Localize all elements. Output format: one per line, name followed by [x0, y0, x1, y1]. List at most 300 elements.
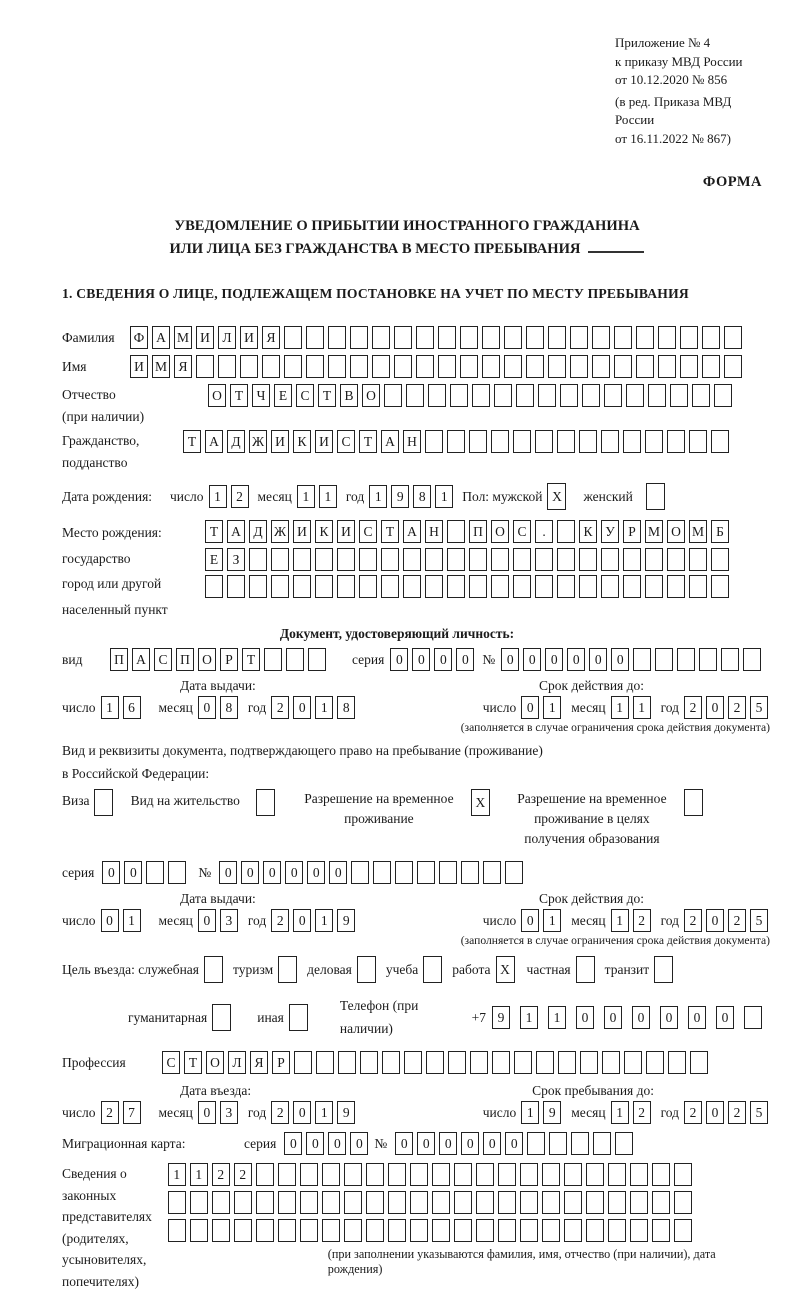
char-cell [615, 1132, 633, 1155]
study-label: учеба [385, 962, 419, 977]
char-cell [300, 1219, 318, 1242]
char-cell: Л [218, 326, 236, 349]
char-cell: 0 [306, 1132, 324, 1155]
char-cell [564, 1219, 582, 1242]
char-cell [410, 1219, 428, 1242]
char-cell [586, 1163, 604, 1186]
char-cell: 0 [439, 1132, 457, 1155]
city-label: город или другой [62, 576, 162, 591]
char-cell: 9 [337, 1101, 355, 1124]
char-cell: 3 [220, 909, 238, 932]
char-cell [218, 355, 236, 378]
char-cell: М [645, 520, 663, 543]
char-cell: 0 [611, 648, 629, 671]
checkbox-cell [256, 789, 275, 816]
char-cell: 1 [319, 485, 337, 508]
char-cell: 5 [750, 696, 768, 719]
char-cell: 0 [521, 909, 539, 932]
char-cell: 8 [413, 485, 431, 508]
checkbox-cell [357, 956, 376, 983]
char-cell: 1 [521, 1101, 539, 1124]
surname-cells [130, 326, 746, 349]
char-cell: О [362, 384, 380, 407]
char-cell [601, 430, 619, 453]
permit-dates-row [62, 909, 772, 932]
char-cell: И [293, 520, 311, 543]
char-cell [711, 575, 729, 598]
stay-until-label: Срок пребывания до: [532, 1083, 654, 1098]
doc-kind-row [62, 648, 772, 671]
entry-month [198, 1101, 242, 1124]
visa-label: Виза [62, 793, 90, 808]
entry-day [101, 1101, 145, 1124]
permit-expiry-month [611, 909, 655, 932]
char-cell: 1 [315, 1101, 333, 1124]
char-cell [570, 326, 588, 349]
char-cell [278, 1219, 296, 1242]
char-cell [460, 326, 478, 349]
char-cell [721, 648, 739, 671]
char-cell: 1 [190, 1163, 208, 1186]
visa-checkbox [94, 789, 117, 816]
char-cell [403, 575, 421, 598]
profession-cells [162, 1051, 712, 1074]
char-cell [586, 1219, 604, 1242]
char-cell [344, 1163, 362, 1186]
char-cell: П [110, 648, 128, 671]
char-cell: Р [272, 1051, 290, 1074]
char-cell [328, 355, 346, 378]
char-cell [548, 326, 566, 349]
legal-reps-cells [168, 1163, 772, 1292]
char-cell [652, 1219, 670, 1242]
char-cell [212, 1191, 230, 1214]
char-cell: 0 [412, 648, 430, 671]
char-cell [670, 384, 688, 407]
checkbox-cell [289, 1004, 308, 1031]
char-cell [623, 430, 641, 453]
title-line2: ИЛИ ЛИЦА БЕЗ ГРАЖДАНСТВА В МЕСТО ПРЕБЫВАНИЯ [42, 237, 772, 260]
char-cell: 0 [483, 1132, 501, 1155]
char-cell [306, 326, 324, 349]
char-cell: 0 [293, 696, 311, 719]
char-cell [658, 326, 676, 349]
char-cell [520, 1191, 538, 1214]
char-cell: Е [274, 384, 292, 407]
char-cell [256, 1163, 274, 1186]
char-cell: 0 [576, 1006, 594, 1029]
char-cell [557, 520, 575, 543]
char-cell [190, 1219, 208, 1242]
char-cell [454, 1219, 472, 1242]
form-label: ФОРМА [702, 174, 762, 190]
char-cell: 9 [391, 485, 409, 508]
char-cell [284, 355, 302, 378]
char-cell [447, 430, 465, 453]
char-cell [454, 1163, 472, 1186]
purpose-row2 [128, 994, 772, 1040]
study-checkbox [423, 956, 452, 983]
reps-row2 [168, 1191, 772, 1214]
char-cell [425, 575, 443, 598]
char-cell: Я [250, 1051, 268, 1074]
char-cell: Т [183, 430, 201, 453]
char-cell: 0 [604, 1006, 622, 1029]
char-cell [592, 355, 610, 378]
char-cell [492, 1051, 510, 1074]
char-cell: А [227, 520, 245, 543]
char-cell: 5 [750, 909, 768, 932]
char-cell [491, 430, 509, 453]
char-cell [520, 1219, 538, 1242]
char-cell [526, 355, 544, 378]
char-cell [557, 430, 575, 453]
char-cell: 1 [548, 1006, 566, 1029]
doc-series-cells [390, 648, 478, 671]
char-cell: О [667, 520, 685, 543]
char-cell [278, 1163, 296, 1186]
char-cell: 0 [589, 648, 607, 671]
char-cell [359, 575, 377, 598]
char-cell [655, 648, 673, 671]
char-cell [714, 384, 732, 407]
checkbox-cell [684, 789, 703, 816]
char-cell [505, 861, 523, 884]
char-cell [205, 575, 223, 598]
char-cell [482, 326, 500, 349]
char-cell [623, 575, 641, 598]
char-cell [337, 548, 355, 571]
appendix-header [615, 34, 772, 148]
char-cell [482, 355, 500, 378]
char-cell: Т [359, 430, 377, 453]
char-cell: 0 [285, 861, 303, 884]
char-cell: 2 [234, 1163, 252, 1186]
char-cell [403, 548, 421, 571]
char-cell: 1 [369, 485, 387, 508]
doc-issue-month [198, 696, 242, 719]
char-cell [498, 1191, 516, 1214]
char-cell: Д [227, 430, 245, 453]
permit-series-row [62, 861, 772, 884]
char-cell [542, 1163, 560, 1186]
char-cell: Т [230, 384, 248, 407]
char-cell: 0 [706, 1101, 724, 1124]
char-cell [337, 575, 355, 598]
char-cell [388, 1191, 406, 1214]
char-cell [256, 1219, 274, 1242]
permit-type-row [62, 789, 772, 849]
char-cell [633, 648, 651, 671]
permit-issue-group: число 0 1 месяц 0 3 год 2 0 1 9 [62, 909, 365, 932]
patronymic-label: Отчество (при наличии) [62, 384, 208, 428]
patronymic-cells [208, 384, 736, 407]
char-cell [535, 548, 553, 571]
char-cell [388, 1163, 406, 1186]
sex-male-checkbox [547, 483, 570, 510]
char-cell [448, 1051, 466, 1074]
series-label: серия [244, 1136, 277, 1151]
right-doc-line2: в Российской Федерации: [62, 766, 210, 781]
char-cell [527, 1132, 545, 1155]
char-cell: Т [381, 520, 399, 543]
birthplace-block [62, 520, 772, 622]
humanitarian-checkbox [212, 1004, 241, 1031]
checkbox-cell: X [496, 956, 515, 983]
identity-doc-heading: Документ, удостоверяющий личность: [279, 626, 515, 641]
char-cell: 0 [263, 861, 281, 884]
permit-dates-header [62, 891, 772, 907]
checkbox-cell [204, 956, 223, 983]
char-cell: 2 [684, 1101, 702, 1124]
tourism-checkbox [278, 956, 307, 983]
char-cell [557, 575, 575, 598]
private-checkbox [576, 956, 605, 983]
char-cell: С [162, 1051, 180, 1074]
char-cell [582, 384, 600, 407]
char-cell [520, 1163, 538, 1186]
char-cell: К [579, 520, 597, 543]
char-cell: 7 [123, 1101, 141, 1124]
char-cell: О [208, 384, 226, 407]
char-cell: 1 [168, 1163, 186, 1186]
char-cell: С [296, 384, 314, 407]
char-cell [692, 384, 710, 407]
char-cell: 1 [101, 696, 119, 719]
char-cell [351, 861, 369, 884]
char-cell [315, 575, 333, 598]
settlement-label: населенный пункт [62, 601, 168, 617]
char-cell [646, 1051, 664, 1074]
char-cell: 1 [520, 1006, 538, 1029]
month-label: месяц [257, 489, 292, 504]
char-cell: 8 [337, 696, 355, 719]
char-cell: 2 [101, 1101, 119, 1124]
char-cell [366, 1163, 384, 1186]
validity-note: (заполняется в случае ограничения срока действия документа) [460, 934, 770, 947]
mig-series-cells [284, 1132, 372, 1155]
char-cell: 2 [728, 696, 746, 719]
char-cell: М [689, 520, 707, 543]
char-cell [432, 1163, 450, 1186]
valid-until-label: Срок действия до: [539, 678, 644, 693]
char-cell [689, 575, 707, 598]
mig-number-cells [395, 1132, 637, 1155]
char-cell: 0 [293, 909, 311, 932]
char-cell [652, 1163, 670, 1186]
char-cell [680, 326, 698, 349]
char-cell: 0 [521, 696, 539, 719]
private-label: частная [526, 962, 571, 977]
char-cell [249, 575, 267, 598]
char-cell [308, 648, 326, 671]
char-cell [549, 1132, 567, 1155]
citizenship-label: Гражданство, подданство [62, 433, 140, 470]
char-cell [249, 548, 267, 571]
migration-card-label: Миграционная карта: [62, 1136, 186, 1151]
char-cell [630, 1191, 648, 1214]
char-cell [680, 355, 698, 378]
profession-label: Профессия [62, 1055, 126, 1070]
purpose-row1 [62, 956, 772, 983]
birth-date-label: Дата рождения: [62, 489, 153, 504]
char-cell: Ж [249, 430, 267, 453]
char-cell [677, 648, 695, 671]
char-cell [322, 1219, 340, 1242]
birth-year-cells [369, 485, 457, 508]
doc-type-cells [110, 648, 330, 671]
char-cell [636, 355, 654, 378]
reps-footnote: (при заполнении указываются фамилия, имя, отчество (при наличии), дата рождения) [327, 1247, 716, 1276]
char-cell [286, 648, 304, 671]
year-label: год [345, 489, 365, 504]
char-cell: И [130, 355, 148, 378]
checkbox-cell [94, 789, 113, 816]
char-cell [212, 1219, 230, 1242]
char-cell: И [196, 326, 214, 349]
char-cell [447, 575, 465, 598]
permit-issue-month [198, 909, 242, 932]
stay-until-group: число 1 9 месяц 1 2 год 2 0 2 5 [483, 1101, 772, 1124]
char-cell [702, 355, 720, 378]
char-cell: А [132, 648, 150, 671]
char-cell [614, 326, 632, 349]
char-cell [432, 1191, 450, 1214]
citizenship-row [62, 430, 772, 474]
valid-until-label: Срок действия до: [539, 891, 644, 906]
char-cell: 0 [505, 1132, 523, 1155]
permit-expiry-year [684, 909, 772, 932]
stay-year [684, 1101, 772, 1124]
char-cell [350, 326, 368, 349]
char-cell: Я [262, 326, 280, 349]
char-cell: Б [711, 520, 729, 543]
char-cell [416, 355, 434, 378]
phone-label: Телефон (при наличии) [339, 998, 419, 1036]
char-cell: 1 [633, 696, 651, 719]
birth-date-row [62, 483, 772, 510]
issue-date-label: Дата выдачи: [180, 891, 256, 906]
char-cell [564, 1191, 582, 1214]
checkbox-cell [654, 956, 673, 983]
char-cell [394, 326, 412, 349]
work-checkbox [496, 956, 525, 983]
char-cell [227, 575, 245, 598]
char-cell: 0 [461, 1132, 479, 1155]
doc-dates-header [62, 678, 772, 694]
char-cell [322, 1191, 340, 1214]
char-cell: 2 [684, 909, 702, 932]
char-cell [410, 1191, 428, 1214]
given-name-cells [130, 355, 746, 378]
number-label: № [482, 652, 496, 667]
char-cell [604, 384, 622, 407]
transit-checkbox [654, 956, 683, 983]
char-cell: 9 [337, 909, 355, 932]
sex-female-checkbox [646, 483, 669, 510]
temp-residence-edu-checkbox [684, 789, 707, 816]
char-cell [602, 1051, 620, 1074]
business-label: деловая [307, 962, 352, 977]
char-cell: К [315, 520, 333, 543]
char-cell [535, 575, 553, 598]
char-cell [624, 1051, 642, 1074]
char-cell [372, 355, 390, 378]
char-cell [344, 1191, 362, 1214]
char-cell: 0 [101, 909, 119, 932]
doc-expiry-month [611, 696, 655, 719]
char-cell: 0 [706, 696, 724, 719]
permit-issue-year [271, 909, 359, 932]
title-line1: УВЕДОМЛЕНИЕ О ПРИБЫТИИ ИНОСТРАННОГО ГРАЖДАНИНА [174, 218, 640, 234]
doc-issue-year [271, 696, 359, 719]
char-cell [425, 430, 443, 453]
char-cell: 5 [750, 1101, 768, 1124]
char-cell [406, 384, 424, 407]
char-cell [454, 1191, 472, 1214]
char-cell [743, 648, 761, 671]
phone-prefix: +7 [471, 1009, 486, 1025]
char-cell: И [337, 520, 355, 543]
char-cell: И [240, 326, 258, 349]
char-cell [469, 548, 487, 571]
char-cell [652, 1191, 670, 1214]
char-cell [514, 1051, 532, 1074]
char-cell [322, 1163, 340, 1186]
char-cell: 0 [198, 696, 216, 719]
char-cell [293, 575, 311, 598]
appendix-line: к приказу МВД России [615, 53, 743, 69]
char-cell [645, 575, 663, 598]
char-cell [592, 326, 610, 349]
birthplace-row1 [205, 520, 733, 543]
char-cell: С [359, 520, 377, 543]
char-cell: 0 [434, 648, 452, 671]
char-cell: 8 [220, 696, 238, 719]
char-cell [394, 355, 412, 378]
char-cell: 2 [271, 909, 289, 932]
char-cell: П [469, 520, 487, 543]
char-cell [526, 326, 544, 349]
char-cell [614, 355, 632, 378]
char-cell [438, 355, 456, 378]
char-cell: Ф [130, 326, 148, 349]
char-cell [571, 1132, 589, 1155]
char-cell [535, 430, 553, 453]
char-cell: 0 [124, 861, 142, 884]
char-cell [316, 1051, 334, 1074]
char-cell [601, 548, 619, 571]
char-cell [668, 1051, 686, 1074]
char-cell [328, 326, 346, 349]
char-cell: 1 [297, 485, 315, 508]
char-cell: С [154, 648, 172, 671]
state-label: государство [62, 550, 131, 566]
char-cell: 0 [688, 1006, 706, 1029]
char-cell: М [174, 326, 192, 349]
char-cell [667, 575, 685, 598]
char-cell: 2 [728, 909, 746, 932]
char-cell: Т [205, 520, 223, 543]
char-cell [294, 1051, 312, 1074]
char-cell: 0 [198, 909, 216, 932]
char-cell [645, 430, 663, 453]
char-cell [645, 548, 663, 571]
doc-number-cells [501, 648, 765, 671]
char-cell: Д [249, 520, 267, 543]
char-cell [548, 355, 566, 378]
legal-reps-labels: Сведения о законных представителях (родителях, усыновителях, попечителях) [62, 1166, 152, 1289]
